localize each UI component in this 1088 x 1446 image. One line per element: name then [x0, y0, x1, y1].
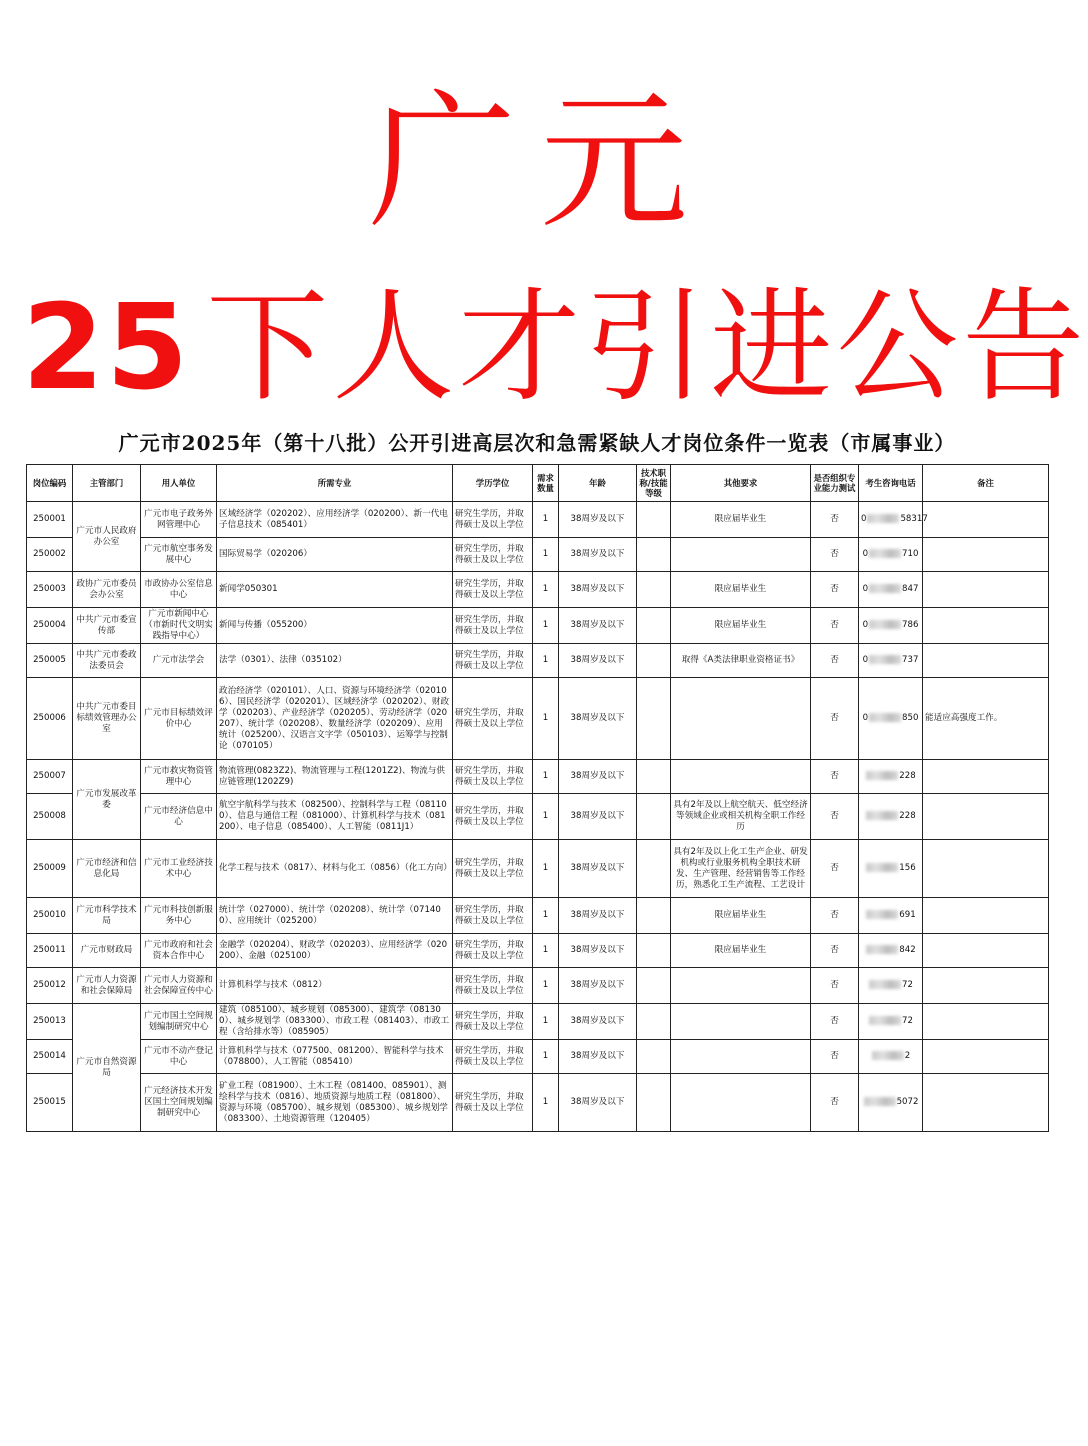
- cell-code: 250012: [27, 968, 73, 1004]
- cell-age: 38周岁及以下: [559, 644, 637, 678]
- phone-redaction-blur: [864, 1097, 896, 1106]
- cell-major: 政治经济学（020101）、人口、资源与环境经济学（020106）、国民经济学（020201）、区域经济学（020202）、财政学（020203）、产业经济学（020205）、劳动经济学（020207）、统计学（020208）、数量经济学（020209）、应用统计（025200）、汉语言文字学（050103）、运筹学与控制论（070105）: [217, 678, 453, 760]
- cell-test: 否: [811, 538, 859, 572]
- phone-prefix: 0: [861, 514, 867, 524]
- cell-unit: 广元经济技术开发区国土空间规划编制研究中心: [141, 1074, 217, 1132]
- phone-prefix: 0: [862, 713, 869, 723]
- phone-redaction-blur: [866, 910, 898, 919]
- cell-phone: [859, 794, 923, 840]
- header-code: 岗位编码: [27, 465, 73, 502]
- cell-major: 矿业工程（081900）、土木工程（081400、085901）、测绘科学与技术（0816）、地质资源与地质工程（081800）、资源与环境（085700）、城乡规划（085300）、城乡规划学（083300）、土地资源管理（120405）: [217, 1074, 453, 1132]
- cell-count: 1: [533, 572, 559, 608]
- phone-suffix: 691: [899, 910, 916, 920]
- phone-redaction-blur: [872, 1051, 904, 1060]
- cell-unit: 广元市不动产登记中心: [141, 1040, 217, 1074]
- cell-dept: 广元市人力资源和社会保障局: [73, 968, 141, 1004]
- cell-unit: 广元市工业经济技术中心: [141, 840, 217, 898]
- header-other: 其他要求: [671, 465, 811, 502]
- cell-code: 250008: [27, 794, 73, 840]
- cell-unit: 广元市政府和社会资本合作中心: [141, 934, 217, 968]
- phone-suffix: 228: [899, 771, 916, 781]
- cell-age: 38周岁及以下: [559, 760, 637, 794]
- cell-title: [637, 538, 671, 572]
- cell-other: [671, 1074, 811, 1132]
- phone-suffix: 850: [902, 713, 919, 723]
- cell-count: 1: [533, 1074, 559, 1132]
- cell-count: 1: [533, 502, 559, 538]
- phone-suffix: 58317: [900, 514, 928, 524]
- cell-test: 否: [811, 1040, 859, 1074]
- cell-code: 250002: [27, 538, 73, 572]
- cell-note: [923, 538, 1049, 572]
- cell-degree: 研究生学历，并取得硕士及以上学位: [453, 572, 533, 608]
- cell-phone: [859, 1074, 923, 1132]
- cell-major: 法学（0301）、法律（035102）: [217, 644, 453, 678]
- cell-phone: [859, 1004, 923, 1040]
- cell-other: 限应届毕业生: [671, 572, 811, 608]
- table-row: [27, 502, 1049, 538]
- table-row: [27, 538, 1049, 572]
- cell-title: [637, 608, 671, 644]
- cell-other: [671, 968, 811, 1004]
- cell-degree: 研究生学历，并取得硕士及以上学位: [453, 1074, 533, 1132]
- cell-phone: [859, 644, 923, 678]
- header-unit: 用人单位: [141, 465, 217, 502]
- hero-year-number: 25: [22, 278, 191, 416]
- hero-title-announcement: [22, 276, 1088, 418]
- cell-major: 新闻与传播（055200）: [217, 608, 453, 644]
- cell-degree: 研究生学历，并取得硕士及以上学位: [453, 538, 533, 572]
- cell-other: [671, 1004, 811, 1040]
- header-dept: 主管部门: [73, 465, 141, 502]
- cell-dept: 广元市经济和信息化局: [73, 840, 141, 898]
- cell-major: 国际贸易学（020206）: [217, 538, 453, 572]
- cell-degree: 研究生学历，并取得硕士及以上学位: [453, 678, 533, 760]
- table-row: [27, 840, 1049, 898]
- cell-title: [637, 898, 671, 934]
- cell-title: [637, 678, 671, 760]
- cell-age: 38周岁及以下: [559, 1040, 637, 1074]
- phone-redaction-blur: [869, 584, 901, 593]
- cell-other: 具有2年及以上化工生产企业、研发机构或行业服务机构全职技术研发、生产管理、经营销售等工作经历，熟悉化工生产流程、工艺设计: [671, 840, 811, 898]
- cell-degree: 研究生学历，并取得硕士及以上学位: [453, 840, 533, 898]
- cell-code: 250010: [27, 898, 73, 934]
- cell-code: 250013: [27, 1004, 73, 1040]
- cell-test: 否: [811, 968, 859, 1004]
- cell-degree: 研究生学历，并取得硕士及以上学位: [453, 1040, 533, 1074]
- cell-phone: [859, 840, 923, 898]
- cell-other: 取得《A类法律职业资格证书》: [671, 644, 811, 678]
- table-row: [27, 608, 1049, 644]
- cell-unit: 广元市电子政务外网管理中心: [141, 502, 217, 538]
- cell-dept: 广元市科学技术局: [73, 898, 141, 934]
- header-note: 备注: [923, 465, 1049, 502]
- cell-unit: 广元市目标绩效评价中心: [141, 678, 217, 760]
- phone-redaction-blur: [869, 713, 901, 722]
- cell-age: 38周岁及以下: [559, 840, 637, 898]
- table-body: [27, 502, 1049, 1132]
- cell-degree: 研究生学历，并取得硕士及以上学位: [453, 934, 533, 968]
- cell-title: [637, 1074, 671, 1132]
- cell-dept: 广元市发展改革委: [73, 760, 141, 840]
- cell-count: 1: [533, 840, 559, 898]
- cell-age: 38周岁及以下: [559, 794, 637, 840]
- cell-test: 否: [811, 898, 859, 934]
- cell-dept: 中共广元市委目标绩效管理办公室: [73, 678, 141, 760]
- cell-degree: 研究生学历，并取得硕士及以上学位: [453, 502, 533, 538]
- phone-prefix: 0: [862, 584, 869, 594]
- cell-major: 化学工程与技术（0817）、材料与化工（0856）（化工方向）: [217, 840, 453, 898]
- phone-suffix: 156: [899, 863, 916, 873]
- phone-redaction-blur: [867, 514, 899, 523]
- phone-suffix: 842: [899, 945, 916, 955]
- cell-other: 限应届毕业生: [671, 608, 811, 644]
- cell-phone: [859, 934, 923, 968]
- cell-note: [923, 608, 1049, 644]
- cell-unit: 广元市科技创新服务中心: [141, 898, 217, 934]
- cell-title: [637, 1040, 671, 1074]
- cell-phone: [859, 678, 923, 760]
- cell-note: [923, 644, 1049, 678]
- cell-degree: 研究生学历，并取得硕士及以上学位: [453, 898, 533, 934]
- cell-dept: 中共广元市委政法委员会: [73, 644, 141, 678]
- cell-age: 38周岁及以下: [559, 1004, 637, 1040]
- cell-test: 否: [811, 1004, 859, 1040]
- cell-code: 250005: [27, 644, 73, 678]
- table-row: [27, 968, 1049, 1004]
- table-row: [27, 644, 1049, 678]
- cell-note: [923, 1004, 1049, 1040]
- phone-redaction-blur: [866, 863, 898, 872]
- cell-count: 1: [533, 760, 559, 794]
- phone-redaction-blur: [866, 811, 898, 820]
- cell-major: 计算机科学与技术（077500、081200）、智能科学与技术（078800）、人工智能（085410）: [217, 1040, 453, 1074]
- cell-phone: [859, 572, 923, 608]
- cell-title: [637, 968, 671, 1004]
- phone-suffix: 847: [902, 584, 919, 594]
- header-test: 是否组织专业能力测试: [811, 465, 859, 502]
- cell-note: [923, 1074, 1049, 1132]
- table-row: [27, 1074, 1049, 1132]
- cell-major: 计算机科学与技术（0812）: [217, 968, 453, 1004]
- cell-other: [671, 538, 811, 572]
- phone-suffix: 228: [899, 811, 916, 821]
- cell-degree: 研究生学历，并取得硕士及以上学位: [453, 644, 533, 678]
- cell-unit: 市政协办公室信息中心: [141, 572, 217, 608]
- table-row: [27, 1040, 1049, 1074]
- cell-phone: [859, 1040, 923, 1074]
- cell-degree: 研究生学历，并取得硕士及以上学位: [453, 968, 533, 1004]
- cell-note: [923, 934, 1049, 968]
- cell-test: 否: [811, 1074, 859, 1132]
- cell-title: [637, 1004, 671, 1040]
- cell-major: 建筑（085100）、城乡规划（085300）、建筑学（081300）、城乡规划学（083300）、市政工程（081403）、市政工程（含给排水等）（085905）: [217, 1004, 453, 1040]
- cell-dept: 广元市自然资源局: [73, 1004, 141, 1132]
- cell-code: 250001: [27, 502, 73, 538]
- cell-dept: 广元市财政局: [73, 934, 141, 968]
- cell-count: 1: [533, 1040, 559, 1074]
- cell-count: 1: [533, 794, 559, 840]
- cell-dept: 广元市人民政府办公室: [73, 502, 141, 572]
- cell-title: [637, 794, 671, 840]
- cell-unit: 广元市救灾物资管理中心: [141, 760, 217, 794]
- cell-age: 38周岁及以下: [559, 934, 637, 968]
- cell-note: [923, 840, 1049, 898]
- header-major: 所需专业: [217, 465, 453, 502]
- cell-title: [637, 934, 671, 968]
- cell-dept: 政协广元市委员会办公室: [73, 572, 141, 608]
- cell-degree: 研究生学历，并取得硕士及以上学位: [453, 608, 533, 644]
- table-row: [27, 678, 1049, 760]
- cell-test: 否: [811, 608, 859, 644]
- cell-test: 否: [811, 840, 859, 898]
- cell-unit: 广元市国土空间规划编制研究中心: [141, 1004, 217, 1040]
- cell-count: 1: [533, 678, 559, 760]
- cell-phone: [859, 898, 923, 934]
- cell-note: 能适应高强度工作。: [923, 678, 1049, 760]
- cell-phone: [859, 538, 923, 572]
- phone-suffix: 2: [904, 1051, 911, 1061]
- cell-count: 1: [533, 644, 559, 678]
- cell-test: 否: [811, 934, 859, 968]
- cell-count: 1: [533, 538, 559, 572]
- cell-dept: 中共广元市委宣传部: [73, 608, 141, 644]
- cell-title: [637, 644, 671, 678]
- cell-note: [923, 898, 1049, 934]
- phone-prefix: 0: [862, 655, 869, 665]
- table-row: [27, 934, 1049, 968]
- table-row: [27, 898, 1049, 934]
- phone-redaction-blur: [869, 620, 901, 629]
- cell-age: 38周岁及以下: [559, 678, 637, 760]
- cell-age: 38周岁及以下: [559, 1074, 637, 1132]
- cell-code: 250015: [27, 1074, 73, 1132]
- phone-redaction-blur: [869, 1016, 901, 1025]
- phone-suffix: 786: [902, 620, 919, 630]
- cell-other: [671, 678, 811, 760]
- cell-phone: [859, 502, 928, 538]
- cell-major: 金融学（020204）、财政学（020203）、应用经济学（020200）、金融（025100）: [217, 934, 453, 968]
- phone-suffix: 710: [902, 549, 919, 559]
- phone-redaction-blur: [869, 655, 901, 664]
- cell-test: 否: [811, 644, 859, 678]
- cell-code: 250009: [27, 840, 73, 898]
- cell-other: [671, 1040, 811, 1074]
- phone-suffix: 72: [902, 1016, 913, 1026]
- cell-test: 否: [811, 760, 859, 794]
- cell-phone: [859, 760, 923, 794]
- cell-other: 具有2年及以上航空航天、低空经济等领域企业或相关机构全职工作经历: [671, 794, 811, 840]
- table-row: [27, 760, 1049, 794]
- cell-count: 1: [533, 934, 559, 968]
- header-degree: 学历学位: [453, 465, 533, 502]
- cell-note: [923, 1040, 1049, 1074]
- cell-code: 250011: [27, 934, 73, 968]
- cell-unit: 广元市人力资源和社会保障宣传中心: [141, 968, 217, 1004]
- table-title: 广元市2025年（第十八批）公开引进高层次和急需紧缺人才岗位条件一览表（市属事业）: [118, 431, 956, 455]
- cell-degree: 研究生学历，并取得硕士及以上学位: [453, 1004, 533, 1040]
- phone-redaction-blur: [869, 980, 901, 989]
- cell-title: [637, 572, 671, 608]
- cell-age: 38周岁及以下: [559, 502, 637, 538]
- phone-suffix: 5072: [896, 1097, 919, 1107]
- cell-unit: 广元市新闻中心（市新时代文明实践指导中心）: [141, 608, 217, 644]
- cell-age: 38周岁及以下: [559, 572, 637, 608]
- table-row: [27, 1004, 1049, 1040]
- cell-count: 1: [533, 898, 559, 934]
- cell-other: 限应届毕业生: [671, 502, 811, 538]
- cell-test: 否: [811, 502, 859, 538]
- cell-code: 250003: [27, 572, 73, 608]
- cell-phone: [859, 968, 923, 1004]
- cell-other: [671, 760, 811, 794]
- cell-major: 物流管理(0823Z2)、物流管理与工程(1201Z2)、物流与供应链管理(1202Z9): [217, 760, 453, 794]
- cell-other: 限应届毕业生: [671, 898, 811, 934]
- cell-test: 否: [811, 572, 859, 608]
- cell-title: [637, 760, 671, 794]
- hero-announcement-text: 下人才引进公告: [206, 276, 1088, 418]
- cell-note: [923, 502, 1049, 538]
- cell-title: [637, 840, 671, 898]
- cell-major: 区域经济学（020202）、应用经济学（020200）、新一代电子信息技术（085401）: [217, 502, 453, 538]
- cell-count: 1: [533, 1004, 559, 1040]
- cell-count: 1: [533, 968, 559, 1004]
- cell-major: 统计学（027000）、统计学（020208）、统计学（071400）、应用统计（025200）: [217, 898, 453, 934]
- cell-degree: 研究生学历，并取得硕士及以上学位: [453, 794, 533, 840]
- phone-suffix: 72: [902, 980, 913, 990]
- cell-code: 250004: [27, 608, 73, 644]
- cell-major: 航空宇航科学与技术（082500）、控制科学与工程（081100）、信息与通信工程（081000）、计算机科学与技术（081200）、电子信息（085400）、人工智能（0811J1）: [217, 794, 453, 840]
- phone-redaction-blur: [869, 549, 901, 558]
- phone-suffix: 737: [902, 655, 919, 665]
- cell-degree: 研究生学历，并取得硕士及以上学位: [453, 760, 533, 794]
- cell-note: [923, 760, 1049, 794]
- cell-age: 38周岁及以下: [559, 608, 637, 644]
- header-phone: 考生咨询电话: [859, 465, 923, 502]
- header-title: 技术职称/技能等级: [637, 465, 671, 502]
- cell-age: 38周岁及以下: [559, 898, 637, 934]
- cell-other: 限应届毕业生: [671, 934, 811, 968]
- cell-phone: [859, 608, 923, 644]
- phone-redaction-blur: [866, 771, 898, 780]
- cell-note: [923, 572, 1049, 608]
- cell-test: 否: [811, 794, 859, 840]
- cell-major: 新闻学050301: [217, 572, 453, 608]
- header-count: 需求数量: [533, 465, 559, 502]
- cell-unit: 广元市经济信息中心: [141, 794, 217, 840]
- cell-title: [637, 502, 671, 538]
- cell-count: 1: [533, 608, 559, 644]
- hero-title-city: 广元: [368, 76, 712, 248]
- cell-code: 250006: [27, 678, 73, 760]
- cell-test: 否: [811, 678, 859, 760]
- cell-code: 250014: [27, 1040, 73, 1074]
- table-header-row: [27, 465, 1049, 502]
- table-row: [27, 794, 1049, 840]
- header-age: 年龄: [559, 465, 637, 502]
- phone-redaction-blur: [866, 945, 898, 954]
- cell-age: 38周岁及以下: [559, 538, 637, 572]
- phone-prefix: 0: [862, 620, 869, 630]
- cell-age: 38周岁及以下: [559, 968, 637, 1004]
- table-row: [27, 572, 1049, 608]
- cell-unit: 广元市法学会: [141, 644, 217, 678]
- cell-code: 250007: [27, 760, 73, 794]
- phone-prefix: 0: [862, 549, 869, 559]
- cell-note: [923, 794, 1049, 840]
- cell-unit: 广元市航空事务发展中心: [141, 538, 217, 572]
- positions-table: [26, 464, 1049, 1132]
- cell-note: [923, 968, 1049, 1004]
